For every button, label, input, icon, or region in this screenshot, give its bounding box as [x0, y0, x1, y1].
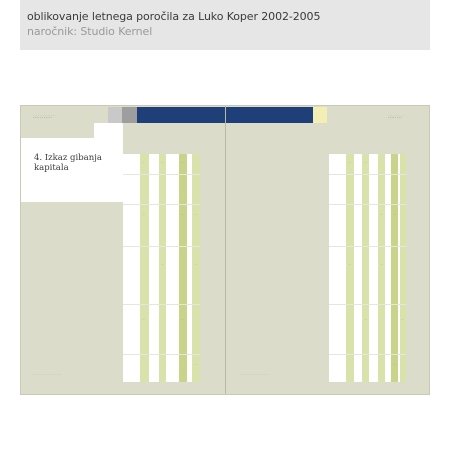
color-swatch: [313, 107, 327, 123]
table-column: [140, 154, 149, 382]
row-divider: [329, 246, 406, 247]
equity-table-left: [123, 154, 200, 382]
running-header: · · · · · · · · · · · · · ·: [33, 114, 56, 117]
cell-value: · · ·: [380, 214, 384, 216]
project-client: naročnik: Studio Kernel: [27, 25, 153, 38]
project-caption: [20, 0, 430, 50]
cell-value: · · ·: [181, 214, 185, 216]
cell-value: · · ·: [161, 162, 165, 164]
right-page: [226, 106, 429, 394]
cell-value: · · ·: [142, 319, 146, 321]
table-column: [378, 154, 385, 382]
cell-value: · · ·: [348, 162, 352, 164]
row-divider: [329, 354, 406, 355]
running-header-bold: · · · · · · · ·: [388, 117, 402, 120]
cell-value: · · ·: [142, 214, 146, 216]
project-title: oblikovanje letnega poročila za Luko Koper 2002-2005: [27, 10, 321, 23]
running-header-bold: · · · · · · · · · · ·: [33, 117, 52, 120]
footnote: · · · · · · · · · · · · · · · · · · · · ·: [240, 373, 269, 376]
table-column: [400, 154, 406, 382]
row-divider: [123, 354, 200, 355]
report-spread-image: [20, 105, 430, 395]
cell-value: · · ·: [194, 364, 198, 366]
cell-value: · · ·: [401, 319, 405, 321]
chapter-title: 4. Izkaz gibanja kapitala: [34, 153, 102, 173]
table-column: [192, 154, 200, 382]
cell-value: · · ·: [364, 319, 368, 321]
cell-value: · · ·: [380, 264, 384, 266]
cell-value: · · ·: [194, 264, 198, 266]
row-divider: [123, 304, 200, 305]
table-column: [159, 154, 166, 382]
color-swatch: [122, 107, 137, 123]
color-swatch: [137, 107, 225, 123]
row-divider: [329, 204, 406, 205]
row-divider: [123, 174, 200, 175]
running-header: · · · · · · · · · ·: [388, 114, 404, 117]
equity-table-right: [329, 154, 406, 382]
cell-value: · · ·: [181, 319, 185, 321]
row-divider: [123, 246, 200, 247]
cell-value: · · ·: [142, 162, 146, 164]
table-column: [391, 154, 398, 382]
table-column: [362, 154, 369, 382]
cell-value: · · ·: [348, 264, 352, 266]
table-column: [346, 154, 354, 382]
cell-value: · · ·: [364, 162, 368, 164]
table-column: [179, 154, 187, 382]
cell-value: · · ·: [393, 364, 397, 366]
cell-value: · · ·: [161, 264, 165, 266]
cell-value: · · ·: [393, 214, 397, 216]
cell-value: · · ·: [181, 162, 185, 164]
title-tab: [94, 123, 123, 139]
color-swatch: [226, 107, 313, 123]
row-divider: [329, 174, 406, 175]
cell-value: · · ·: [194, 214, 198, 216]
left-page: [21, 106, 225, 394]
color-swatch: [108, 107, 122, 123]
footnote: · · · · · · · · · · · · · · · · · · · · ·: [33, 373, 62, 376]
row-divider: [123, 204, 200, 205]
row-divider: [329, 304, 406, 305]
